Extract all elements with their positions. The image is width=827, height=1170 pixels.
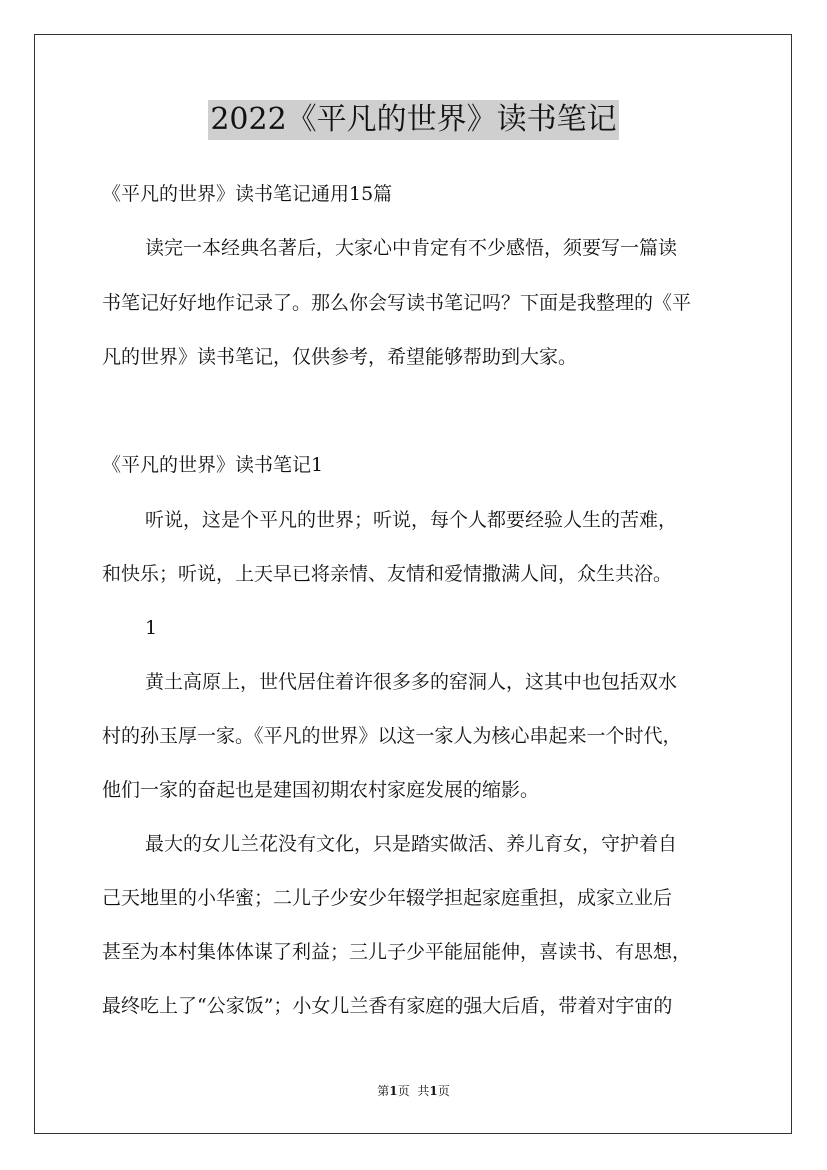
total-suffix: 页 bbox=[437, 1084, 450, 1098]
para3-line-4: 最终吃上了“公家饭”；小女儿兰香有家庭的强大后盾，带着对宇宙的 bbox=[102, 995, 673, 1017]
para3-line-2: 己天地里的小华蜜；二儿子少安少年辍学担起家庭重担，成家立业后 bbox=[102, 887, 673, 909]
para3-line-3: 甚至为本村集体体谋了利益；三儿子少平能屈能伸，喜读书、有思想， bbox=[102, 941, 692, 963]
title-container bbox=[0, 100, 827, 140]
intro-line-3: 凡的世界》读书笔记，仅供参考，希望能够帮助到大家。 bbox=[102, 346, 578, 368]
para3-line-1: 最大的女儿兰花没有文化，只是踏实做活、养儿育女，守护着自 bbox=[145, 833, 678, 855]
section-heading: 《平凡的世界》读书笔记1 bbox=[102, 454, 324, 476]
number-line: 1 bbox=[145, 617, 158, 639]
intro-line-2: 书笔记好好地作记录了。那么你会写读书笔记吗？下面是我整理的《平 bbox=[102, 292, 692, 314]
para1-line-2: 和快乐；听说，上天早已将亲情、友情和爱情撒满人间，众生共浴。 bbox=[102, 563, 673, 585]
page-prefix: 第 bbox=[377, 1084, 390, 1098]
page-footer bbox=[0, 1083, 827, 1099]
document-title: 2022《平凡的世界》读书笔记 bbox=[208, 100, 618, 140]
para2-line-2: 村的孙玉厚一家。《平凡的世界》以这一家人为核心串起来一个时代， bbox=[102, 725, 682, 747]
page-suffix: 页 bbox=[397, 1084, 410, 1098]
total-prefix: 共 bbox=[417, 1084, 430, 1098]
para2-line-1: 黄土高原上，世代居住着许很多多的窑洞人，这其中也包括双水 bbox=[145, 671, 678, 693]
intro-line-1: 读完一本经典名著后，大家心中肯定有不少感悟，须要写一篇读 bbox=[145, 237, 678, 259]
page-number: 1 bbox=[389, 1084, 398, 1098]
total-pages: 1 bbox=[429, 1084, 438, 1098]
para1-line-1: 听说，这是个平凡的世界；听说，每个人都要经验人生的苦难， bbox=[145, 509, 678, 531]
para2-line-3: 他们一家的奋起也是建国初期农村家庭发展的缩影。 bbox=[102, 779, 540, 801]
subtitle: 《平凡的世界》读书笔记通用15篇 bbox=[102, 183, 393, 205]
